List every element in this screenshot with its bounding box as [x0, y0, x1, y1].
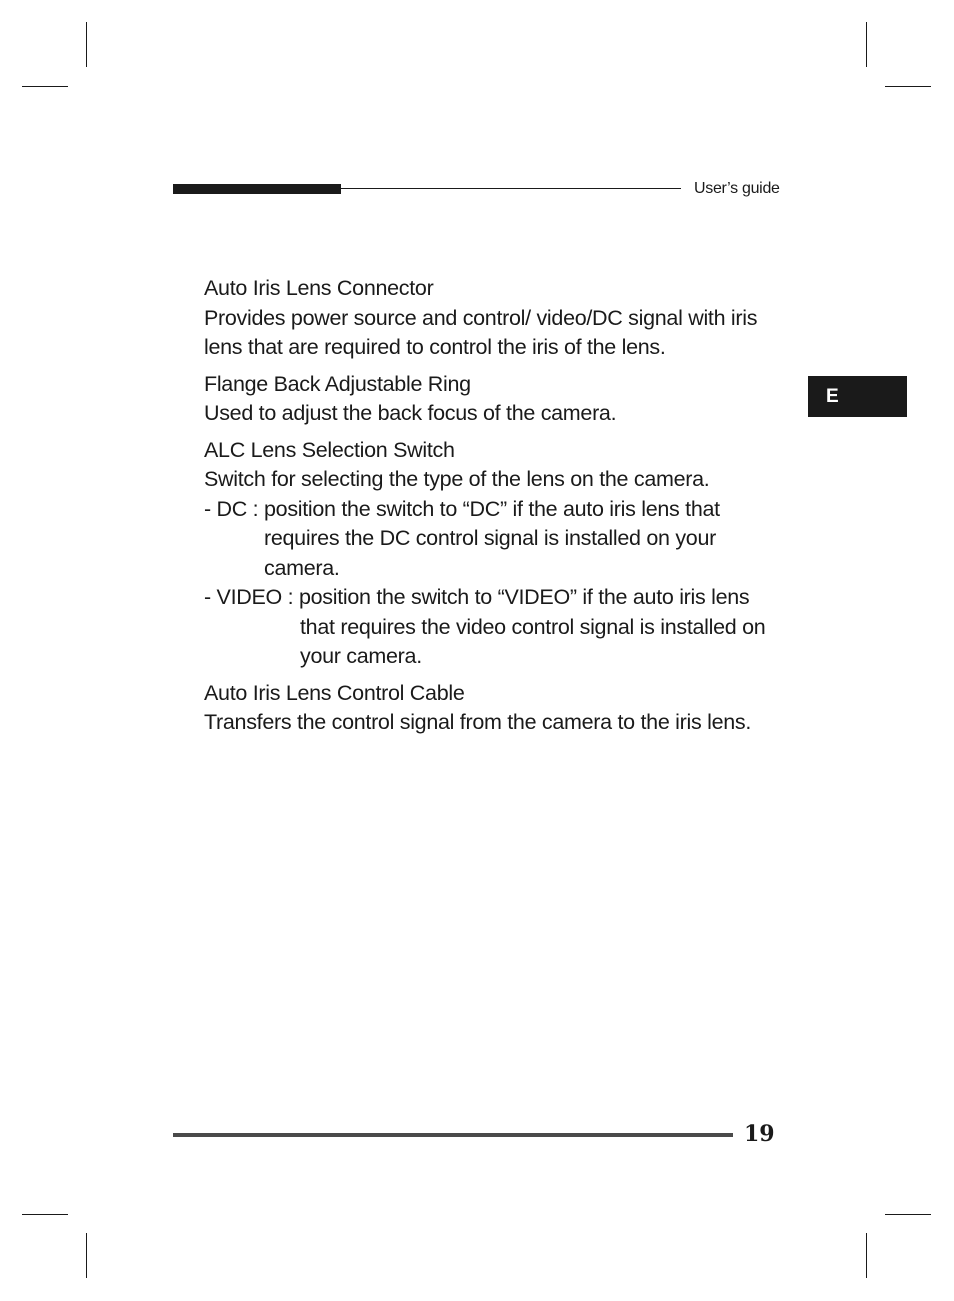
section-title: Flange Back Adjustable Ring	[204, 371, 471, 396]
section-title: Auto Iris Lens Connector	[204, 276, 434, 300]
footer-rule	[173, 1133, 733, 1137]
section-alc-switch	[204, 436, 784, 672]
header-rule-thin	[341, 188, 681, 189]
section-title: Auto Iris Lens Control Cable	[204, 680, 465, 705]
list-item-continuation: that requires the video control signal is installed on your camera.	[300, 614, 766, 668]
header-label: User’s guide	[694, 180, 780, 197]
crop-mark	[866, 22, 867, 67]
section-body: Used to adjust the back focus of the camera.	[204, 401, 617, 425]
section-body: Switch for selecting the type of the lens on the camera.	[204, 467, 710, 491]
list-item-dc	[204, 495, 784, 584]
crop-mark	[885, 1214, 931, 1215]
list-item-lead: - DC : position the switch to “DC” if the auto iris lens that	[204, 496, 720, 521]
main-content	[204, 274, 784, 745]
crop-mark	[86, 22, 87, 67]
section-title: ALC Lens Selection Switch	[204, 437, 455, 462]
crop-mark	[22, 1214, 68, 1215]
list-item-continuation: requires the DC control signal is installed on your camera.	[264, 526, 716, 580]
section-control-cable	[204, 679, 784, 738]
crop-mark	[22, 86, 68, 87]
section-body: Provides power source and control/ video/DC signal with iris lens that are required to control the iris of the lens.	[204, 305, 758, 359]
list-item-lead: - VIDEO : position the switch to “VIDEO” if the auto iris lens	[204, 585, 750, 609]
crop-mark	[866, 1233, 867, 1278]
crop-mark	[885, 86, 931, 87]
crop-mark	[86, 1233, 87, 1278]
page-number: 19	[744, 1121, 775, 1147]
section-body: Transfers the control signal from the camera to the iris lens.	[204, 710, 752, 734]
language-tab: E	[808, 376, 907, 417]
list-item-video	[204, 583, 784, 672]
section-auto-iris-connector	[204, 274, 784, 363]
section-flange-back-ring	[204, 370, 784, 429]
header-rule-thick	[173, 184, 341, 194]
